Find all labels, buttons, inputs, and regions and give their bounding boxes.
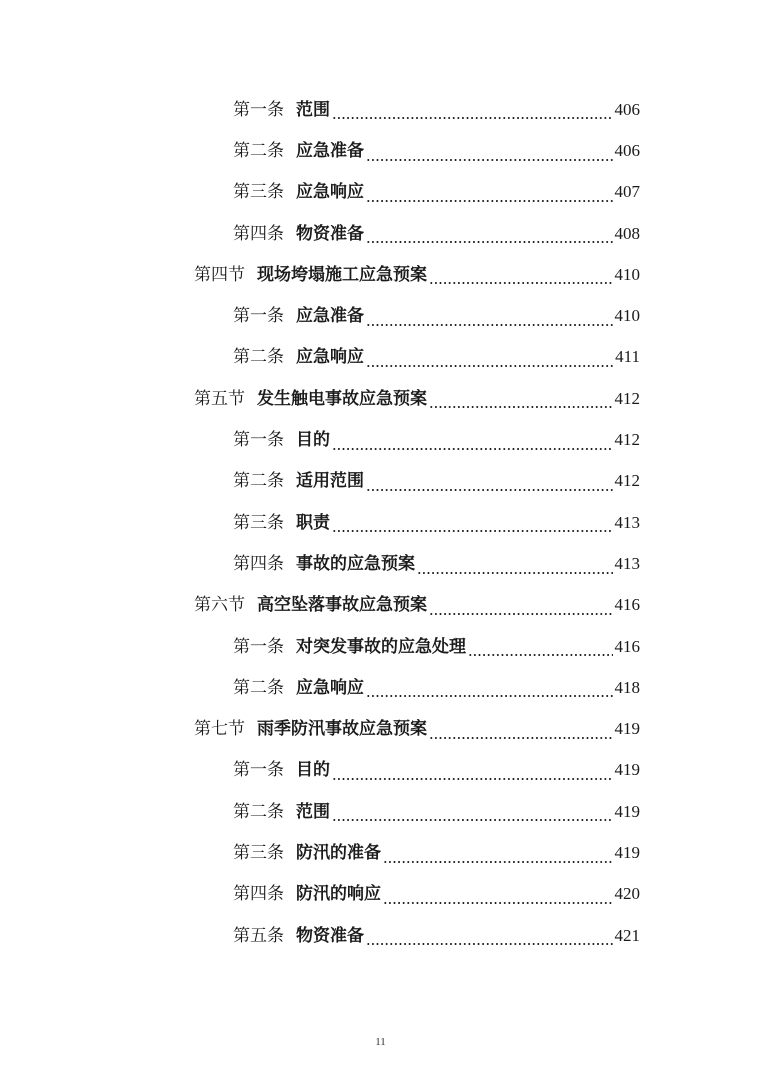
toc-entry-page: 420 <box>614 884 640 904</box>
toc-entry-page: 419 <box>614 760 640 780</box>
toc-entry-title: 现场垮塌施工应急预案 <box>257 264 427 285</box>
toc-entry-page: 411 <box>615 347 640 367</box>
toc-dot-leader <box>429 737 613 739</box>
toc-section-entry[interactable] <box>0 708 640 749</box>
toc-article-entry[interactable] <box>0 337 640 378</box>
toc-article-entry[interactable] <box>0 502 640 543</box>
toc-entry-page: 407 <box>614 182 640 202</box>
toc-entry-title: 应急准备 <box>296 140 364 161</box>
toc-article-entry[interactable] <box>0 419 640 460</box>
toc-entry-title: 目的 <box>296 430 330 451</box>
toc-entry-page: 410 <box>614 306 640 326</box>
toc-entry-number: 第五条 <box>233 925 284 946</box>
toc-entry-number: 第二条 <box>233 801 284 822</box>
toc-entry-number: 第四条 <box>233 553 284 574</box>
toc-entry-page: 419 <box>614 842 640 862</box>
toc-entry-number: 第一条 <box>233 430 284 451</box>
toc-article-entry[interactable] <box>0 874 640 915</box>
toc-article-entry[interactable] <box>0 89 640 130</box>
toc-entry-page: 406 <box>614 140 640 160</box>
toc-entry-title: 应急响应 <box>296 347 364 368</box>
toc-dot-leader <box>383 861 613 863</box>
toc-dot-leader <box>332 778 613 780</box>
toc-entry-number: 第二条 <box>233 347 284 368</box>
toc-entry-title: 应急响应 <box>296 677 364 698</box>
toc-article-entry[interactable] <box>0 915 640 956</box>
toc-dot-leader <box>332 530 613 532</box>
toc-section-entry[interactable] <box>0 378 640 419</box>
toc-entry-title: 目的 <box>296 760 330 781</box>
toc-section-entry[interactable] <box>0 254 640 295</box>
toc-dot-leader <box>417 572 613 574</box>
toc-entry-number: 第四条 <box>233 223 284 244</box>
toc-entry-title: 事故的应急预案 <box>296 553 415 574</box>
toc-article-entry[interactable] <box>0 172 640 213</box>
toc-entry-number: 第三条 <box>233 512 284 533</box>
toc-section-entry[interactable] <box>0 585 640 626</box>
toc-article-entry[interactable] <box>0 295 640 336</box>
toc-entry-title: 范围 <box>296 801 330 822</box>
toc-dot-leader <box>366 200 613 202</box>
toc-entry-page: 416 <box>614 595 640 615</box>
toc-entry-title: 范围 <box>296 99 330 120</box>
toc-dot-leader <box>366 695 613 697</box>
toc-entry-page: 419 <box>614 719 640 739</box>
toc-article-entry[interactable] <box>0 130 640 171</box>
toc-dot-leader <box>429 406 613 408</box>
toc-entry-page: 418 <box>614 677 640 697</box>
toc-dot-leader <box>429 613 613 615</box>
toc-dot-leader <box>366 241 613 243</box>
toc-article-entry[interactable] <box>0 626 640 667</box>
toc-entry-number: 第七节 <box>194 719 245 740</box>
toc-entry-page: 408 <box>614 223 640 243</box>
toc-entry-number: 第三条 <box>233 182 284 203</box>
toc-article-entry[interactable] <box>0 750 640 791</box>
toc-dot-leader <box>366 489 613 491</box>
toc-entry-title: 雨季防汛事故应急预案 <box>257 719 427 740</box>
toc-article-entry[interactable] <box>0 832 640 873</box>
toc-entry-number: 第四条 <box>233 884 284 905</box>
toc-article-entry[interactable] <box>0 543 640 584</box>
toc-entry-page: 410 <box>614 264 640 284</box>
toc-entry-number: 第三条 <box>233 842 284 863</box>
toc-entry-title: 应急响应 <box>296 182 364 203</box>
toc-entry-number: 第一条 <box>233 760 284 781</box>
toc-dot-leader <box>366 943 613 945</box>
toc-entry-number: 第二条 <box>233 140 284 161</box>
toc-article-entry[interactable] <box>0 791 640 832</box>
toc-article-entry[interactable] <box>0 667 640 708</box>
toc-entry-title: 发生触电事故应急预案 <box>257 388 427 409</box>
toc-entry-title: 职责 <box>296 512 330 533</box>
toc-entry-title: 防汛的响应 <box>296 884 381 905</box>
toc-dot-leader <box>366 365 613 367</box>
toc-entry-number: 第五节 <box>194 388 245 409</box>
toc-entry-number: 第四节 <box>194 264 245 285</box>
toc-entry-page: 412 <box>614 430 640 450</box>
toc-entry-page: 419 <box>614 801 640 821</box>
toc-entry-title: 适用范围 <box>296 471 364 492</box>
toc-entry-page: 412 <box>614 471 640 491</box>
toc-entry-title: 防汛的准备 <box>296 842 381 863</box>
toc-entry-title: 高空坠落事故应急预案 <box>257 595 427 616</box>
toc-dot-leader <box>332 117 613 119</box>
table-of-contents <box>0 89 761 956</box>
toc-entry-title: 物资准备 <box>296 223 364 244</box>
toc-entry-page: 412 <box>614 388 640 408</box>
toc-entry-title: 应急准备 <box>296 306 364 327</box>
page-number: 11 <box>375 1036 386 1048</box>
toc-entry-page: 413 <box>614 553 640 573</box>
toc-dot-leader <box>366 324 613 326</box>
toc-entry-number: 第一条 <box>233 306 284 327</box>
toc-entry-page: 416 <box>614 636 640 656</box>
toc-article-entry[interactable] <box>0 213 640 254</box>
toc-dot-leader <box>366 159 613 161</box>
toc-entry-page: 413 <box>614 512 640 532</box>
toc-entry-page: 421 <box>614 925 640 945</box>
toc-article-entry[interactable] <box>0 461 640 502</box>
toc-entry-number: 第六节 <box>194 595 245 616</box>
toc-dot-leader <box>383 902 613 904</box>
toc-entry-title: 对突发事故的应急处理 <box>296 636 466 657</box>
toc-entry-number: 第一条 <box>233 99 284 120</box>
toc-dot-leader <box>332 448 613 450</box>
toc-entry-page: 406 <box>614 99 640 119</box>
toc-dot-leader <box>332 819 613 821</box>
toc-dot-leader <box>429 282 613 284</box>
toc-entry-number: 第二条 <box>233 471 284 492</box>
toc-entry-number: 第一条 <box>233 636 284 657</box>
toc-entry-title: 物资准备 <box>296 925 364 946</box>
toc-entry-number: 第二条 <box>233 677 284 698</box>
toc-dot-leader <box>468 654 613 656</box>
